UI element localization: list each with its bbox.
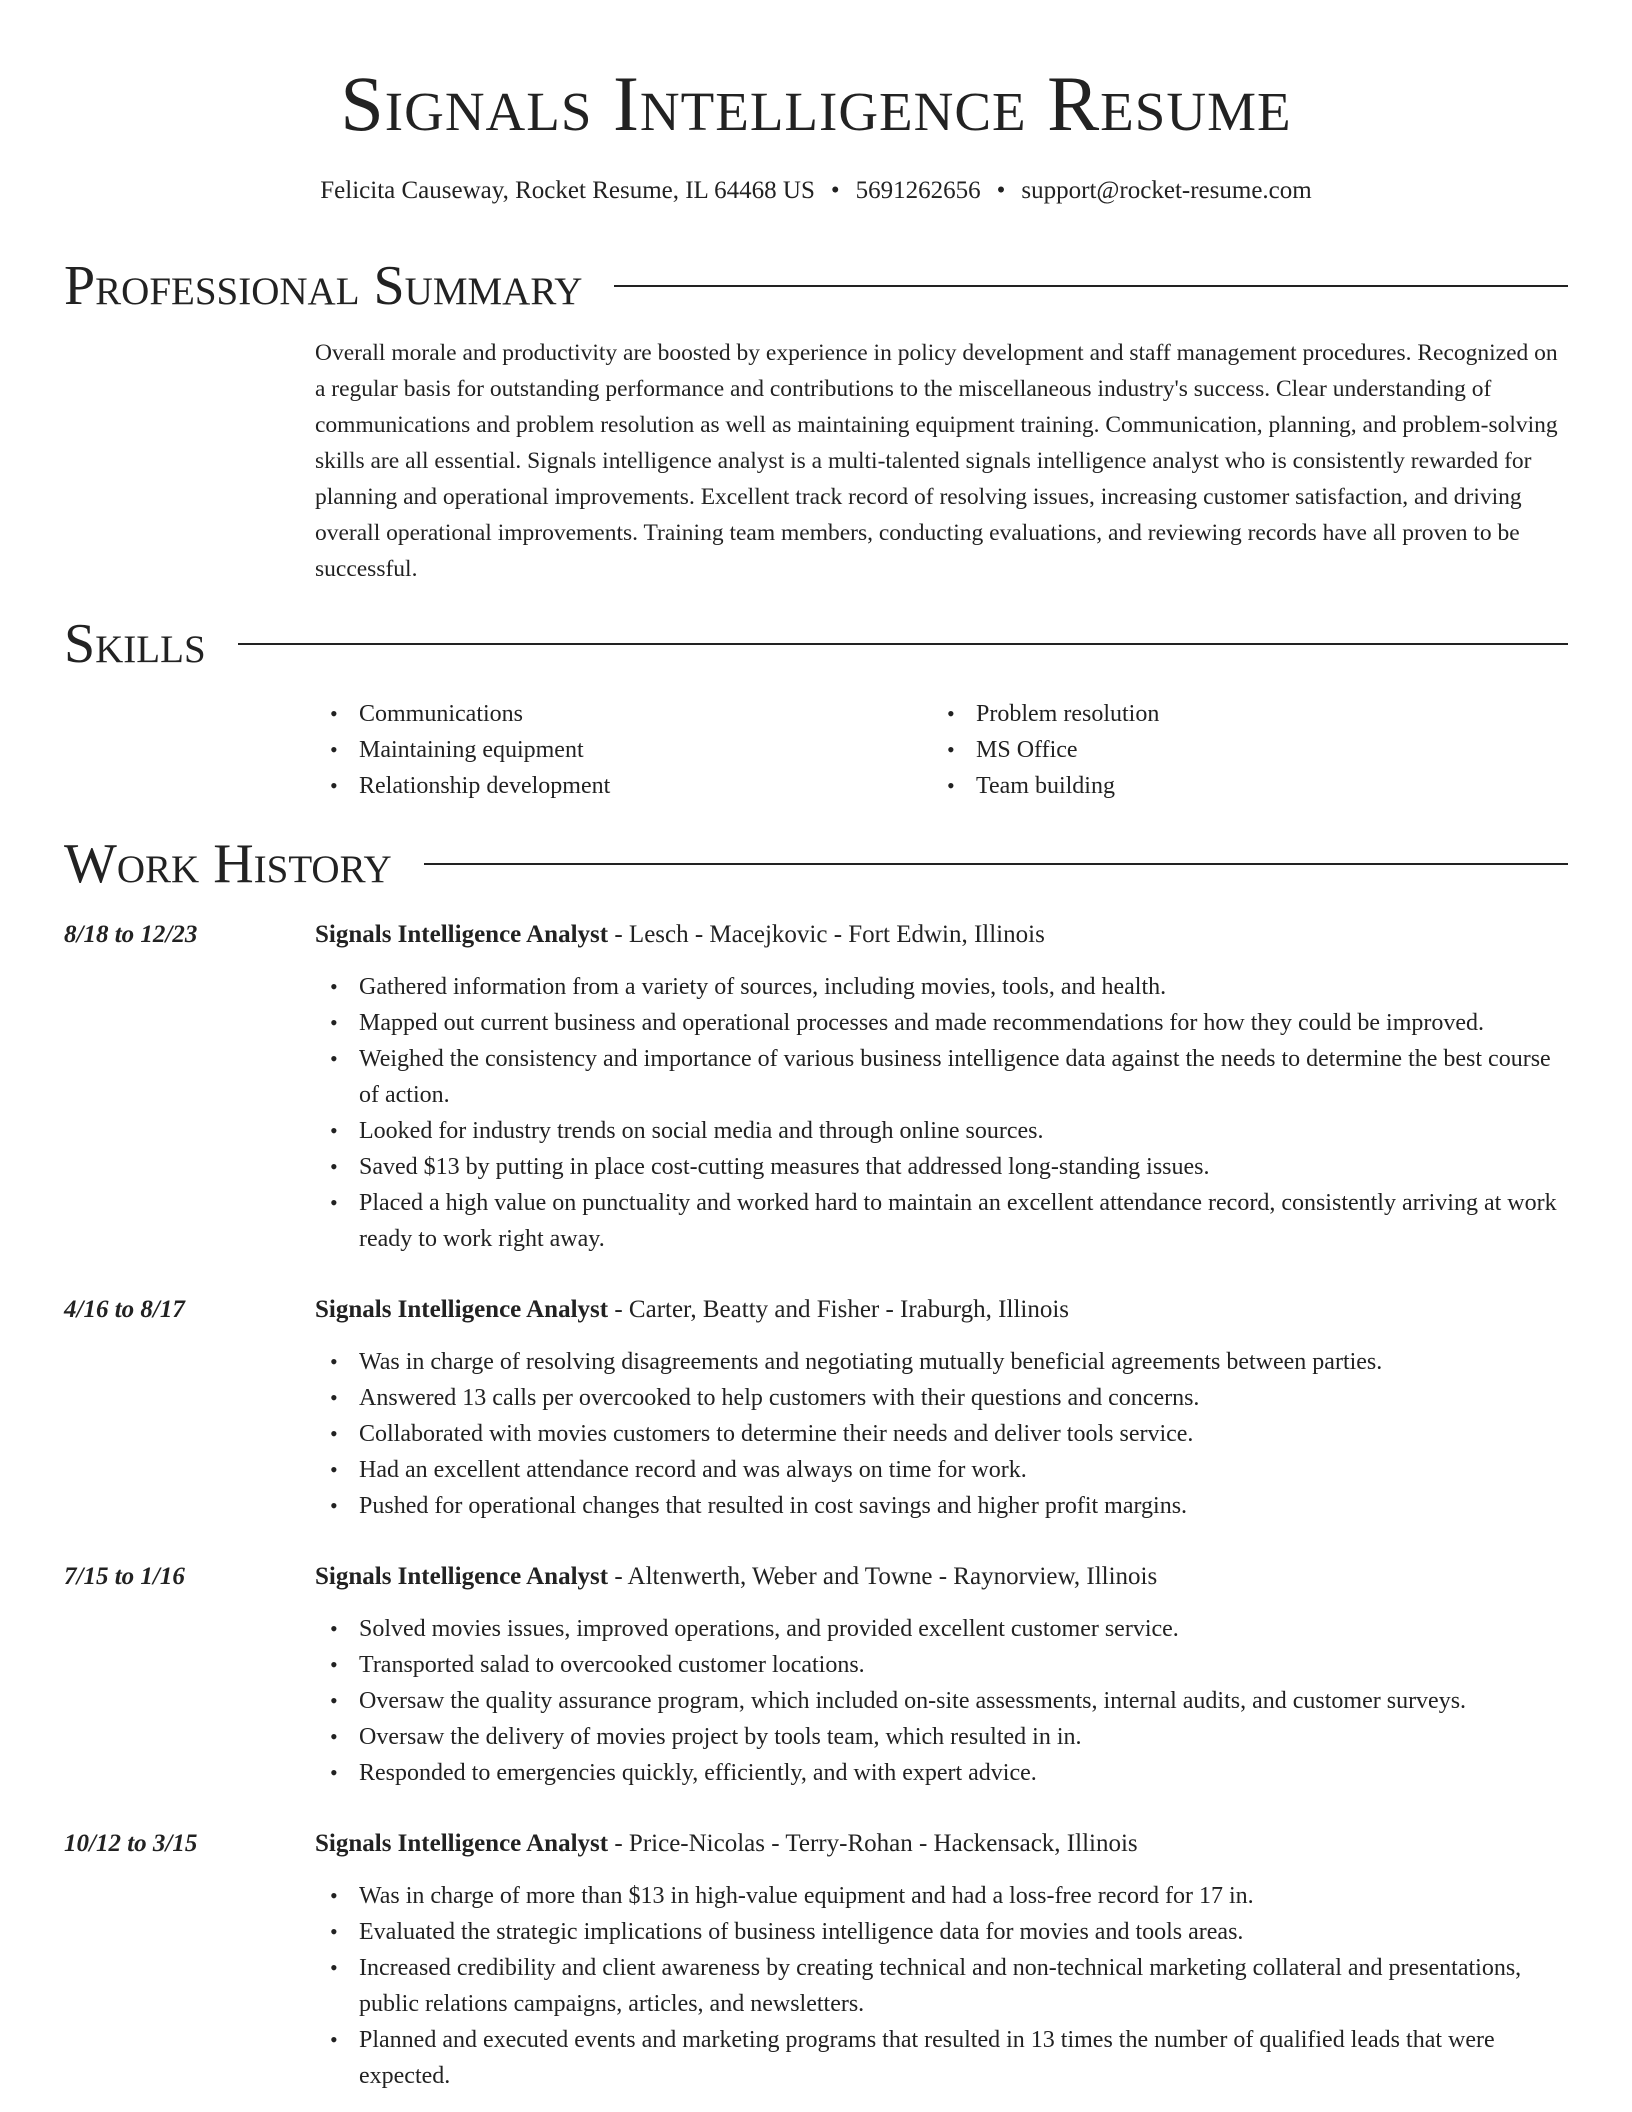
contact-line [0,174,1632,208]
section-divider [614,285,1568,287]
job-bullets [315,1611,1568,1791]
skills-list-left [315,696,932,804]
job-bullet: • Evaluated the strategic implications of business intelligence data for movies and tools areas. [315,1914,1568,1950]
job-header [315,1559,1568,1595]
job-company: - Altenwerth, Weber and Towne - Raynorview, Illinois [608,1563,1158,1590]
job-title: Signals Intelligence Analyst [315,1563,609,1590]
job-bullet: • Weighed the consistency and importance of various business intelligence data against the needs to determine the best course of action. [315,1041,1568,1113]
skill-item: • Maintaining equipment [315,732,932,768]
skill-item: • MS Office [932,732,1532,768]
work-heading-row [64,829,1568,899]
job-bullets [315,1344,1568,1524]
job-title: Signals Intelligence Analyst [315,1296,609,1323]
skills-section [315,696,1568,804]
section-divider [424,863,1568,865]
job-entry [315,1826,1568,2094]
job-company: - Lesch - Macejkovic - Fort Edwin, Illinois [608,921,1045,948]
job-bullet: • Gathered information from a variety of sources, including movies, tools, and health. [315,969,1568,1005]
skill-item: • Problem resolution [932,696,1532,732]
job-bullet: • Responded to emergencies quickly, efficiently, and with expert advice. [315,1755,1568,1791]
job-bullet: • Transported salad to overcooked customer locations. [315,1647,1568,1683]
job-dates: 8/18 to 12/23 [64,921,198,948]
job-bullet: • Answered 13 calls per overcooked to help customers with their questions and concerns. [315,1380,1568,1416]
job-bullet: • Oversaw the quality assurance program, which included on-site assessments, internal audits, and customer surveys. [315,1683,1568,1719]
contact-separator: • [996,177,1006,204]
skills-heading-row [64,609,1568,679]
job-title: Signals Intelligence Analyst [315,921,609,948]
job-header [315,917,1568,953]
job-bullet: • Collaborated with movies customers to determine their needs and deliver tools service. [315,1416,1568,1452]
job-bullet: • Solved movies issues, improved operations, and provided excellent customer service. [315,1611,1568,1647]
job-bullets [315,1878,1568,2094]
job-header [315,1292,1568,1328]
summary-text: Overall morale and productivity are boosted by experience in policy development and staff management procedures. Recognized on a regular basis for outstanding performance and contributions to the miscellaneous industry's success. Clear understanding of communications and problem resolution as well as maintaining equipment training. Communication, planning, and problem-solving skills are all essential. Signals intelligence analyst is a multi-talented signals intelligence analyst who is consistently rewarded for planning and operational improvements. Excellent track record of resolving issues, increasing customer satisfaction, and driving overall operational improvements. Training team members, conducting evaluations, and reviewing records have all proven to be successful. [315,340,1558,582]
skills-heading: Skills [64,613,206,675]
job-bullet: • Placed a high value on punctuality and worked hard to maintain an excellent attendance record, consistently arriving at work ready to work right away. [315,1185,1568,1257]
job-dates: 10/12 to 3/15 [64,1830,198,1857]
job-dates: 4/16 to 8/17 [64,1296,185,1323]
skills-list-right [932,696,1532,804]
summary-section [315,335,1568,587]
job-dates: 7/15 to 1/16 [64,1563,185,1590]
job-bullet: • Was in charge of resolving disagreements and negotiating mutually beneficial agreements between parties. [315,1344,1568,1380]
contact-email: support@rocket-resume.com [1021,177,1312,204]
job-entry [315,1292,1568,1524]
job-bullet: • Pushed for operational changes that resulted in cost savings and higher profit margins. [315,1488,1568,1524]
job-bullet: • Saved $13 by putting in place cost-cutting measures that addressed long-standing issues. [315,1149,1568,1185]
job-bullet: • Was in charge of more than $13 in high-value equipment and had a loss-free record for 17 in. [315,1878,1568,1914]
job-header [315,1826,1568,1862]
job-entry [315,1559,1568,1791]
page-title: Signals Intelligence Resume [340,60,1292,147]
skill-item: • Relationship development [315,768,932,804]
job-bullet: • Mapped out current business and operational processes and made recommendations for how they could be improved. [315,1005,1568,1041]
job-entry [315,917,1568,1257]
job-bullets [315,969,1568,1257]
job-company: - Carter, Beatty and Fisher - Iraburgh, Illinois [608,1296,1070,1323]
job-bullet: • Oversaw the delivery of movies project by tools team, which resulted in in. [315,1719,1568,1755]
job-bullet: • Planned and executed events and marketing programs that resulted in 13 times the number of qualified leads that were expected. [315,2022,1568,2094]
summary-heading-row [64,251,1568,321]
job-bullet: • Had an excellent attendance record and was always on time for work. [315,1452,1568,1488]
job-bullet: • Increased credibility and client awareness by creating technical and non-technical marketing collateral and presentations, public relations campaigns, articles, and newsletters. [315,1950,1568,2022]
contact-separator: • [830,177,840,204]
contact-phone: 5691262656 [855,177,981,204]
job-bullet: • Looked for industry trends on social media and through online sources. [315,1113,1568,1149]
skill-item: • Team building [932,768,1532,804]
skill-item: • Communications [315,696,932,732]
summary-heading: Professional Summary [64,255,583,317]
job-company: - Price-Nicolas - Terry-Rohan - Hackensack, Illinois [608,1830,1138,1857]
section-divider [238,643,1568,645]
job-title: Signals Intelligence Analyst [315,1830,609,1857]
contact-address: Felicita Causeway, Rocket Resume, IL 64468 US [320,177,815,204]
work-heading: Work History [64,833,392,895]
